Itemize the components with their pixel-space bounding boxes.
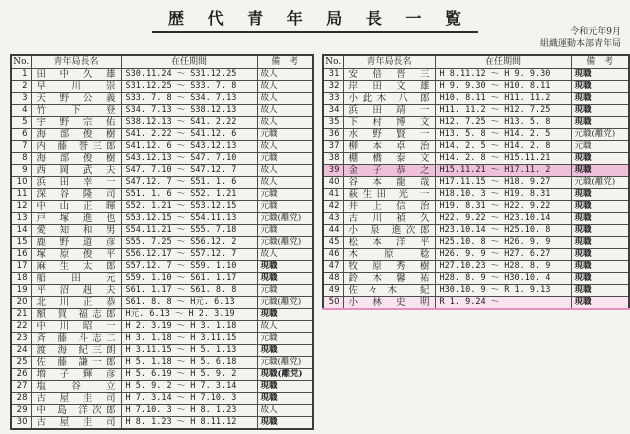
table-row <box>11 69 313 81</box>
table-row <box>11 141 313 153</box>
row-name: 戸 塚 進 也 <box>31 213 121 225</box>
table-row <box>323 81 629 93</box>
row-period: S47.12. 7 ～ S51. 1. 6 <box>121 177 257 189</box>
row-name: 天 野 公 義 <box>31 93 121 105</box>
row-no: 33 <box>323 93 343 105</box>
row-remark: 現職 <box>571 213 629 225</box>
row-no: 37 <box>323 141 343 153</box>
row-name: 額 賀 福志郎 <box>31 309 121 321</box>
row-remark: 元職(離党) <box>571 177 629 189</box>
row-no: 32 <box>323 81 343 93</box>
row-period: H28. 8. 9 ～ H30.10. 4 <box>435 273 571 285</box>
row-name: 佐 藤 謙一郎 <box>31 357 121 369</box>
row-no: 47 <box>323 261 343 273</box>
row-period: H19. 8.31 ～ H22. 9.22 <box>435 201 571 213</box>
row-remark: 元職 <box>571 141 629 153</box>
table-row <box>323 105 629 117</box>
row-period: S54.11.21 ～ S55. 7.18 <box>121 225 257 237</box>
row-name: 古 川 禎 久 <box>343 213 435 225</box>
row-remark: 現職 <box>571 297 629 310</box>
table-row <box>11 165 313 177</box>
row-no: 16 <box>11 249 31 261</box>
table-row <box>11 93 313 105</box>
row-name: 古 屋 圭 司 <box>31 393 121 405</box>
table-row <box>323 93 629 105</box>
row-no: 50 <box>323 297 343 310</box>
row-no: 35 <box>323 117 343 129</box>
row-remark: 故人 <box>257 93 313 105</box>
row-period: S61. 8. 8 ～ H元. 6.13 <box>121 297 257 309</box>
row-remark: 現職 <box>571 153 629 165</box>
table-row <box>11 213 313 225</box>
row-name: 斉 藤 斗志二 <box>31 333 121 345</box>
row-no: 27 <box>11 381 31 393</box>
row-no: 22 <box>11 321 31 333</box>
row-no: 4 <box>11 105 31 117</box>
table-row <box>11 369 313 381</box>
row-remark: 故人 <box>257 141 313 153</box>
row-remark: 現職 <box>257 393 313 405</box>
row-remark: 現職 <box>571 105 629 117</box>
row-period: R 1. 9.24 ～ <box>435 297 571 310</box>
row-period: H27.10.23 ～ H28. 8. 9 <box>435 261 571 273</box>
row-period: S30.11.24 ～ S31.12.25 <box>121 69 257 81</box>
table-row <box>11 105 313 117</box>
table-row <box>323 165 629 177</box>
row-no: 19 <box>11 285 31 297</box>
row-no: 41 <box>323 189 343 201</box>
row-no: 25 <box>11 357 31 369</box>
table-row <box>11 333 313 345</box>
table-row <box>11 153 313 165</box>
header-period: 在任期間 <box>435 55 571 69</box>
row-period: H12. 7.25 ～ H13. 5. 8 <box>435 117 571 129</box>
row-name: 岸 田 文 雄 <box>343 81 435 93</box>
row-period: H14. 2. 5 ～ H14. 2. 8 <box>435 141 571 153</box>
date-department-block <box>540 27 621 50</box>
table-row <box>11 345 313 357</box>
row-no: 45 <box>323 237 343 249</box>
row-remark: 現職 <box>571 93 629 105</box>
row-no: 1 <box>11 69 31 81</box>
row-remark: 現職 <box>257 417 313 430</box>
table-row <box>323 153 629 165</box>
table-row <box>323 285 629 297</box>
row-name: 宇 野 宗 佑 <box>31 117 121 129</box>
row-period: H 8. 1.23 ～ H 8.11.12 <box>121 417 257 430</box>
row-name: 愛 知 和 男 <box>31 225 121 237</box>
row-remark: 故人 <box>257 165 313 177</box>
table-row <box>323 297 629 310</box>
row-period: H 8.11.12 ～ H 9. 9.30 <box>435 69 571 81</box>
row-name: 麻 生 太 郎 <box>31 261 121 273</box>
table-row <box>323 261 629 273</box>
row-no: 26 <box>11 369 31 381</box>
row-period: S57.12. 7 ～ S59. 1.10 <box>121 261 257 273</box>
row-name: 田 中 久 雄 <box>31 69 121 81</box>
table-row <box>11 321 313 333</box>
department-line: 組織運動本部青年局 <box>539 38 621 49</box>
row-name: 鈴 木 馨 祐 <box>343 273 435 285</box>
row-no: 10 <box>11 177 31 189</box>
row-period: S53.12.15 ～ S54.11.13 <box>121 213 257 225</box>
row-remark: 現職 <box>571 249 629 261</box>
row-remark: 元職(離党) <box>571 129 629 141</box>
table-row <box>323 189 629 201</box>
row-no: 11 <box>11 189 31 201</box>
table-row <box>11 393 313 405</box>
row-period: H18.10. 3 ～ H19. 8.31 <box>435 189 571 201</box>
row-period: H 3. 1.18 ～ H 3.11.15 <box>121 333 257 345</box>
row-remark: 現職 <box>571 261 629 273</box>
row-no: 21 <box>11 309 31 321</box>
row-name: 塚 原 俊 平 <box>31 249 121 261</box>
row-remark: 故人 <box>257 249 313 261</box>
table-header-row <box>11 55 313 69</box>
table-row <box>323 237 629 249</box>
table-row <box>323 249 629 261</box>
row-name: 安 倍 晋 三 <box>343 69 435 81</box>
row-remark: 元職(離党) <box>257 297 313 309</box>
row-no: 8 <box>11 153 31 165</box>
directors-table-right <box>322 54 630 310</box>
row-remark: 故人 <box>257 117 313 129</box>
row-name: 木 原 稔 <box>343 249 435 261</box>
row-remark: 元職 <box>257 285 313 297</box>
row-remark: 現職 <box>257 273 313 285</box>
row-name: 深 谷 隆 司 <box>31 189 121 201</box>
row-name: 中 島 洋次郎 <box>31 405 121 417</box>
table-row <box>11 117 313 129</box>
row-name: 柳 本 卓 治 <box>343 141 435 153</box>
table-row <box>11 225 313 237</box>
row-no: 48 <box>323 273 343 285</box>
row-name: 水 野 賢 一 <box>343 129 435 141</box>
table-row <box>323 117 629 129</box>
table-row <box>11 249 313 261</box>
row-remark: 元職 <box>257 129 313 141</box>
row-remark: 故人 <box>257 405 313 417</box>
page-title: 歴 代 青 年 局 長 一 覧 <box>152 6 478 33</box>
row-remark: 現職 <box>571 69 629 81</box>
table-row <box>11 237 313 249</box>
table-row <box>11 285 313 297</box>
row-name: 海 部 俊 樹 <box>31 153 121 165</box>
row-remark: 現職 <box>257 381 313 393</box>
table-row <box>323 141 629 153</box>
row-name: 西 岡 武 夫 <box>31 165 121 177</box>
row-period: H元. 6.13 ～ H 2. 3.19 <box>121 309 257 321</box>
row-period: S59. 1.10 ～ S61. 1.17 <box>121 273 257 285</box>
row-remark: 現職 <box>571 225 629 237</box>
row-period: H22. 9.22 ～ H23.10.14 <box>435 213 571 225</box>
row-remark: 元職(離党) <box>257 357 313 369</box>
row-remark: 故人 <box>257 321 313 333</box>
row-name: 谷 本 龍 哉 <box>343 177 435 189</box>
header-no: No. <box>323 55 343 69</box>
row-period: S47. 7.10 ～ S47.12. 7 <box>121 165 257 177</box>
row-no: 24 <box>11 345 31 357</box>
table-row <box>323 201 629 213</box>
date-line: 令和元年9月 <box>570 27 621 37</box>
table-body-right <box>323 69 629 310</box>
row-remark: 現職 <box>257 345 313 357</box>
row-remark: 現職 <box>571 237 629 249</box>
row-remark: 元職 <box>257 201 313 213</box>
table-row <box>323 213 629 225</box>
row-no: 7 <box>11 141 31 153</box>
row-remark: 現職 <box>571 81 629 93</box>
row-no: 30 <box>11 417 31 430</box>
row-name: 増 子 輝 彦 <box>31 369 121 381</box>
row-name: 平 沼 赳 夫 <box>31 285 121 297</box>
row-remark: 現職 <box>571 117 629 129</box>
row-no: 18 <box>11 273 31 285</box>
row-period: S34. 7.13 ～ S38.12.13 <box>121 105 257 117</box>
row-remark: 現職 <box>571 273 629 285</box>
row-remark: 故人 <box>257 105 313 117</box>
row-name: 早 川 崇 <box>31 81 121 93</box>
table-row <box>11 261 313 273</box>
row-period: H23.10.14 ～ H25.10. 8 <box>435 225 571 237</box>
row-period: H 7. 3.14 ～ H 7.10. 3 <box>121 393 257 405</box>
row-period: H11. 11.2 ～ H12. 7.25 <box>435 105 571 117</box>
row-no: 3 <box>11 93 31 105</box>
table-row <box>11 417 313 430</box>
row-period: S41. 2.22 ～ S41.12. 6 <box>121 129 257 141</box>
row-remark: 故人 <box>257 81 313 93</box>
table-row <box>323 177 629 189</box>
row-no: 9 <box>11 165 31 177</box>
row-name: 中 川 昭 一 <box>31 321 121 333</box>
row-period: H 5. 9. 2 ～ H 7. 3.14 <box>121 381 257 393</box>
row-no: 15 <box>11 237 31 249</box>
row-no: 31 <box>323 69 343 81</box>
row-name: 小此木 八 郎 <box>343 93 435 105</box>
row-period: H14. 2. 8 ～ H15.11.21 <box>435 153 571 165</box>
row-name: 竹 下 登 <box>31 105 121 117</box>
table-row <box>11 405 313 417</box>
row-period: S33. 7. 8 ～ S34. 7.13 <box>121 93 257 105</box>
row-remark: 元職 <box>257 189 313 201</box>
row-period: H17.11.15 ～ H18. 9.27 <box>435 177 571 189</box>
row-name: 井 上 信 治 <box>343 201 435 213</box>
row-name: 鹿 野 道 彦 <box>31 237 121 249</box>
row-no: 39 <box>323 165 343 177</box>
row-period: S56.12.17 ～ S57.12. 7 <box>121 249 257 261</box>
row-name: 内 藤 誉三郎 <box>31 141 121 153</box>
row-no: 46 <box>323 249 343 261</box>
row-no: 34 <box>323 105 343 117</box>
row-name: 船 田 元 <box>31 273 121 285</box>
row-no: 29 <box>11 405 31 417</box>
row-remark: 元職(離党) <box>257 237 313 249</box>
row-period: S43.12.13 ～ S47. 7.10 <box>121 153 257 165</box>
row-remark: 故人 <box>257 69 313 81</box>
row-remark: 現職 <box>257 309 313 321</box>
directors-table-left <box>10 54 314 430</box>
row-no: 40 <box>323 177 343 189</box>
row-no: 12 <box>11 201 31 213</box>
table-body-left <box>11 69 313 430</box>
row-name: 松 本 洋 平 <box>343 237 435 249</box>
row-remark: 現職 <box>571 285 629 297</box>
row-period: H 5. 1.18 ～ H 5. 6.18 <box>121 357 257 369</box>
table-row <box>323 69 629 81</box>
row-remark: 故人 <box>257 177 313 189</box>
row-no: 28 <box>11 393 31 405</box>
row-no: 23 <box>11 333 31 345</box>
row-no: 6 <box>11 129 31 141</box>
row-period: S41.12. 6 ～ S43.12.13 <box>121 141 257 153</box>
row-remark: 現職 <box>571 165 629 177</box>
row-no: 20 <box>11 297 31 309</box>
row-period: H10. 8.11 ～ H11. 11.2 <box>435 93 571 105</box>
row-remark: 現職 <box>257 261 313 273</box>
row-name: 牧 原 秀 樹 <box>343 261 435 273</box>
table-row <box>11 201 313 213</box>
row-name: 下 村 博 文 <box>343 117 435 129</box>
table-row <box>11 381 313 393</box>
row-remark: 元職 <box>257 225 313 237</box>
row-no: 17 <box>11 261 31 273</box>
table-row <box>323 225 629 237</box>
row-no: 38 <box>323 153 343 165</box>
row-name: 古 屋 圭 司 <box>31 417 121 430</box>
table-row <box>11 177 313 189</box>
row-remark: 元職 <box>257 153 313 165</box>
table-row <box>11 297 313 309</box>
row-name: 北 川 正 恭 <box>31 297 121 309</box>
row-remark: 元職 <box>257 333 313 345</box>
row-name: 渡 海 紀三朗 <box>31 345 121 357</box>
row-name: 金 子 恭 之 <box>343 165 435 177</box>
row-no: 42 <box>323 201 343 213</box>
row-name: 小 泉 進次郎 <box>343 225 435 237</box>
row-period: H 7.10. 3 ～ H 8. 1.23 <box>121 405 257 417</box>
row-period: S31.12.25 ～ S33. 7. 8 <box>121 81 257 93</box>
row-remark: 現職 <box>571 189 629 201</box>
header-no: No. <box>11 55 31 69</box>
header-name: 青年局長名 <box>31 55 121 69</box>
row-no: 5 <box>11 117 31 129</box>
row-name: 浜 田 靖 一 <box>343 105 435 117</box>
header-period: 在任期間 <box>121 55 257 69</box>
row-period: H 2. 3.19 ～ H 3. 1.18 <box>121 321 257 333</box>
row-period: S38.12.13 ～ S41. 2.22 <box>121 117 257 129</box>
table-row <box>323 129 629 141</box>
row-name: 萩生田 光 一 <box>343 189 435 201</box>
row-no: 13 <box>11 213 31 225</box>
row-period: H30.10. 9 ～ R 1. 9.13 <box>435 285 571 297</box>
row-no: 49 <box>323 285 343 297</box>
header-remark: 備 考 <box>257 55 313 69</box>
row-remark: 現職 <box>571 201 629 213</box>
row-name: 海 部 俊 樹 <box>31 129 121 141</box>
header-name: 青年局長名 <box>343 55 435 69</box>
table-row <box>11 273 313 285</box>
row-remark: 元職(離党) <box>257 213 313 225</box>
row-name: 小 林 史 明 <box>343 297 435 310</box>
table-header-row <box>323 55 629 69</box>
table-row <box>11 189 313 201</box>
row-period: H15.11.21 ～ H17.11. 2 <box>435 165 571 177</box>
table-row <box>11 309 313 321</box>
table-row <box>11 357 313 369</box>
table-row <box>323 273 629 285</box>
row-name: 中 山 正 暉 <box>31 201 121 213</box>
row-name: 佐々木 紀 <box>343 285 435 297</box>
row-period: H 9. 9.30 ～ H10. 8.11 <box>435 81 571 93</box>
row-period: H 5. 6.19 ～ H 5. 9. 2 <box>121 369 257 381</box>
row-no: 44 <box>323 225 343 237</box>
row-name: 棚 橋 泰 文 <box>343 153 435 165</box>
row-remark: 現職(離党) <box>257 369 313 381</box>
table-row <box>11 81 313 93</box>
row-period: H13. 5. 8 ～ H14. 2. 5 <box>435 129 571 141</box>
header-remark: 備 考 <box>571 55 629 69</box>
row-period: S51. 1. 6 ～ S52. 1.21 <box>121 189 257 201</box>
row-period: H25.10. 8 ～ H26. 9. 9 <box>435 237 571 249</box>
row-period: S52. 1.21 ～ S53.12.15 <box>121 201 257 213</box>
row-no: 36 <box>323 129 343 141</box>
row-no: 2 <box>11 81 31 93</box>
row-no: 14 <box>11 225 31 237</box>
row-period: H 3.11.15 ～ H 5. 1.13 <box>121 345 257 357</box>
row-period: H26. 9. 9 ～ H27. 6.27 <box>435 249 571 261</box>
row-name: 浜 田 幸 一 <box>31 177 121 189</box>
row-name: 塩 谷 立 <box>31 381 121 393</box>
document-title-wrap <box>0 6 630 33</box>
table-row <box>11 129 313 141</box>
row-period: S61. 1.17 ～ S61. 8. 8 <box>121 285 257 297</box>
row-period: S55. 7.25 ～ S56.12. 2 <box>121 237 257 249</box>
row-no: 43 <box>323 213 343 225</box>
